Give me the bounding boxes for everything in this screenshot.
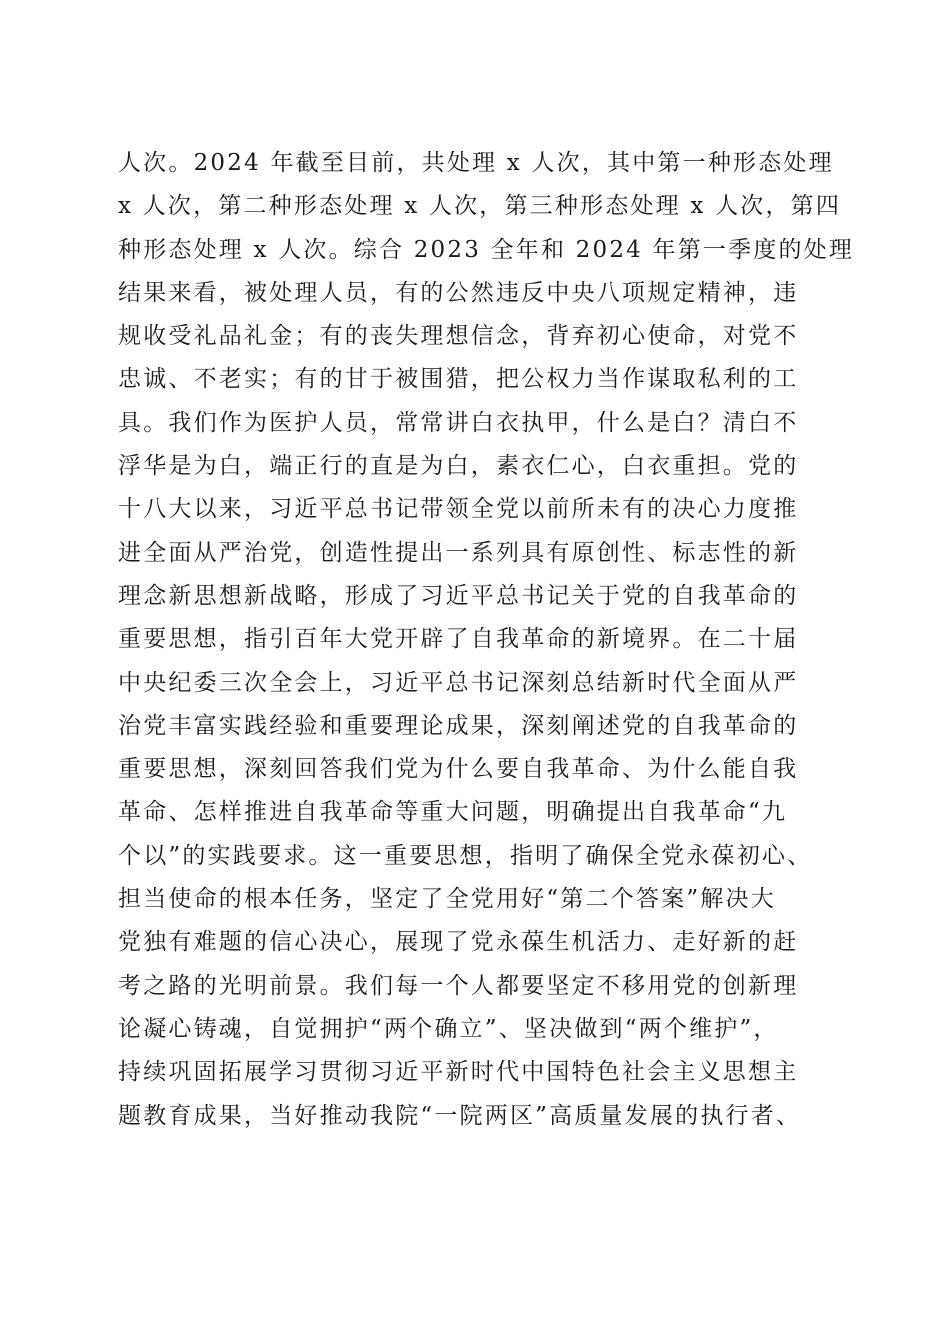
text-line-3: 种形态处理 x 人次。综合 2023 全年和 2024 年第一季度的处理 [118,236,855,263]
text-line-5: 规收受礼品礼金；有的丧失理想信念，背弃初心使命，对党不 [118,323,799,350]
text-line-11: 理念新思想新战略，形成了习近平总书记关于党的自我革命的 [118,582,799,609]
text-line-21: 论凝心铸魂，自觉拥护“两个确立”、坚决做到“两个维护”， [118,1015,779,1042]
text-line-23: 题教育成果，当好推动我院“一院两区”高质量发展的执行者、 [118,1102,802,1129]
text-line-1: 人次。2024 年截至目前，共处理 x 人次，其中第一种形态处理 [118,150,834,176]
text-line-20: 考之路的光明前景。我们每一个人都要坚定不移用党的创新理 [118,972,799,999]
text-line-14: 治党丰富实践经验和重要理论成果，深刻阐述党的自我革命的 [118,712,799,739]
text-line-15: 重要思想，深刻回答我们党为什么要自我革命、为什么能自我 [118,756,799,783]
text-line-22: 持续巩固拓展学习贯彻习近平新时代中国特色社会主义思想主 [118,1059,799,1086]
text-line-16: 革命、怎样推进自我革命等重大问题，明确提出自我革命“九 [118,799,788,826]
text-line-17: 个以”的实践要求。这一重要思想，指明了确保全党永葆初心、 [118,842,813,869]
text-line-10: 进全面从严治党，创造性提出一系列具有原创性、标志性的新 [118,539,799,566]
text-line-6: 忠诚、不老实；有的甘于被围猎，把公权力当作谋取私利的工 [118,366,799,393]
text-line-8: 浮华是为白，端正行的直是为白，素衣仁心，白衣重担。党的 [118,453,799,480]
text-line-9: 十八大以来，习近平总书记带领全党以前所未有的决心力度推 [118,496,799,523]
text-line-13: 中央纪委三次全会上，习近平总书记深刻总结新时代全面从严 [118,669,799,696]
body-text [118,142,855,1138]
text-line-18: 担当使命的根本任务，坚定了全党用好“第二个答案”解决大 [118,886,776,913]
text-line-4: 结果来看，被处理人员，有的公然违反中央八项规定精神，违 [118,279,799,306]
text-line-19: 党独有难题的信心决心，展现了党永葆生机活力、走好新的赶 [118,929,799,956]
text-line-2: x 人次，第二种形态处理 x 人次，第三种形态处理 x 人次，第四 [118,193,842,220]
text-line-7: 具。我们作为医护人员，常常讲白衣执甲，什么是白？清白不 [118,409,799,436]
text-line-12: 重要思想，指引百年大党开辟了自我革命的新境界。在二十届 [118,626,799,653]
